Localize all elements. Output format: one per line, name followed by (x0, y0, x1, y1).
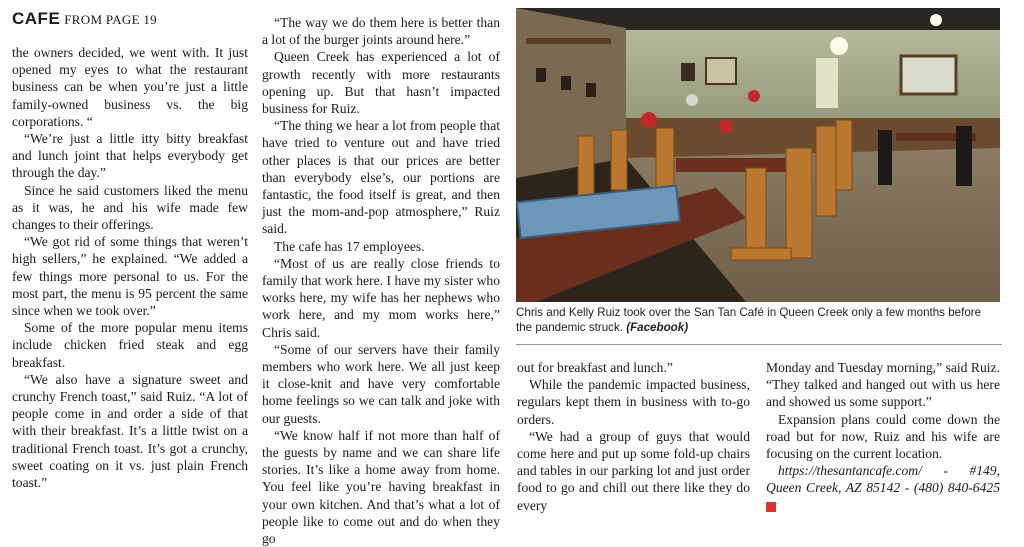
address-text: https://thesantancafe.com/ - #149, Queen Creek, AZ 85142 - (480) 840-6425 (766, 463, 1000, 496)
paragraph: “The thing we hear a lot from people that have tried to venture out and have tried other places is that our prices are better than everybody else’s, our portions are fantastic, the food itself is great, and then just the mom-and-pop atmosphere,” Ruiz said. (262, 118, 500, 237)
jump-from-label: FROM PAGE 19 (64, 12, 157, 27)
restaurant-interior-photo (516, 8, 1000, 302)
contact-address (766, 462, 1000, 514)
column-4 (766, 359, 1000, 514)
end-of-story-icon: CC (766, 502, 776, 512)
paragraph: Since he said customers liked the menu as it was, he and his wife made few changes to their offerings. (12, 182, 248, 233)
paragraph: “Some of our servers have their family members who work here. We all just keep it close-knit and have very comfortable home feelings so we can talk and joke with our guests. (262, 341, 500, 426)
section-name: CAFE (12, 9, 61, 28)
paragraph: Monday and Tuesday morning,” said Ruiz. “They talked and hanged out with us here and showed us some support.” (766, 360, 1000, 410)
paragraph: The cafe has 17 employees. (274, 238, 425, 254)
section-header (12, 9, 157, 33)
paragraph: “We know half if not more than half of the guests by name and we can share life stories. It’s like a home away from home. You feel like you’re having breakfast in your own kitchen. And that’s what a lot of people like to come out and do when they go (262, 427, 500, 547)
paragraph: “We’re just a little itty bitty breakfast and lunch joint that helps everybody get through the day.” (12, 131, 248, 181)
photo-credit: (Facebook) (626, 320, 689, 334)
column-3 (517, 359, 750, 514)
paragraph: While the pandemic impacted business, regulars kept them in business with to-go orders. (517, 377, 750, 427)
paragraph: Some of the more popular menu items include chicken fried steak and egg breakfast. (12, 320, 248, 370)
paragraph: “We also have a signature sweet and crunchy French toast,” said Ruiz. “A lot of people come in and order a side of that with their breakfast. It’s a little twist on a traditional French toast. It’s got a crunchy, sweet coating on it vs. just plain French toast.” (12, 371, 248, 491)
column-2 (262, 14, 500, 547)
paragraph: “The way we do them here is better than a lot of the burger joints around here.” (262, 15, 500, 48)
paragraph: “We got rid of some things that weren’t high sellers,” he explained. “We added a few things more personal to us. For the most part, the menu is 95 percent the same since when we took over.” (12, 234, 248, 319)
photo-caption (516, 306, 1000, 335)
caption-text: Chris and Kelly Ruiz took over the San Tan Café in Queen Creek only a few months before the pandemic struck. (516, 306, 982, 334)
paragraph: the owners decided, we went with. It just opened my eyes to what the restaurant business can be when you’re just a little family-owned business vs. the big corporations. “ (12, 45, 248, 129)
paragraph: out for breakfast and lunch.” (517, 360, 673, 375)
paragraph: “Most of us are really close friends to family that work here. I have my sister who works here, my wife has her nephews who work here, and my mom works here,” Chris said. (262, 255, 500, 340)
column-1 (12, 44, 248, 491)
paragraph: Queen Creek has experienced a lot of growth recently with more restaurants opening up. But that hasn’t impacted business for Ruiz. (262, 49, 500, 117)
paragraph: Expansion plans could come down the road but for now, Ruiz and his wife are focusing on the current location. (766, 411, 1000, 462)
divider (516, 344, 1002, 345)
paragraph: “We had a group of guys that would come here and put up some fold-up chairs and tables in our parking lot and just order food to go and chill out there like they do every (517, 428, 750, 513)
